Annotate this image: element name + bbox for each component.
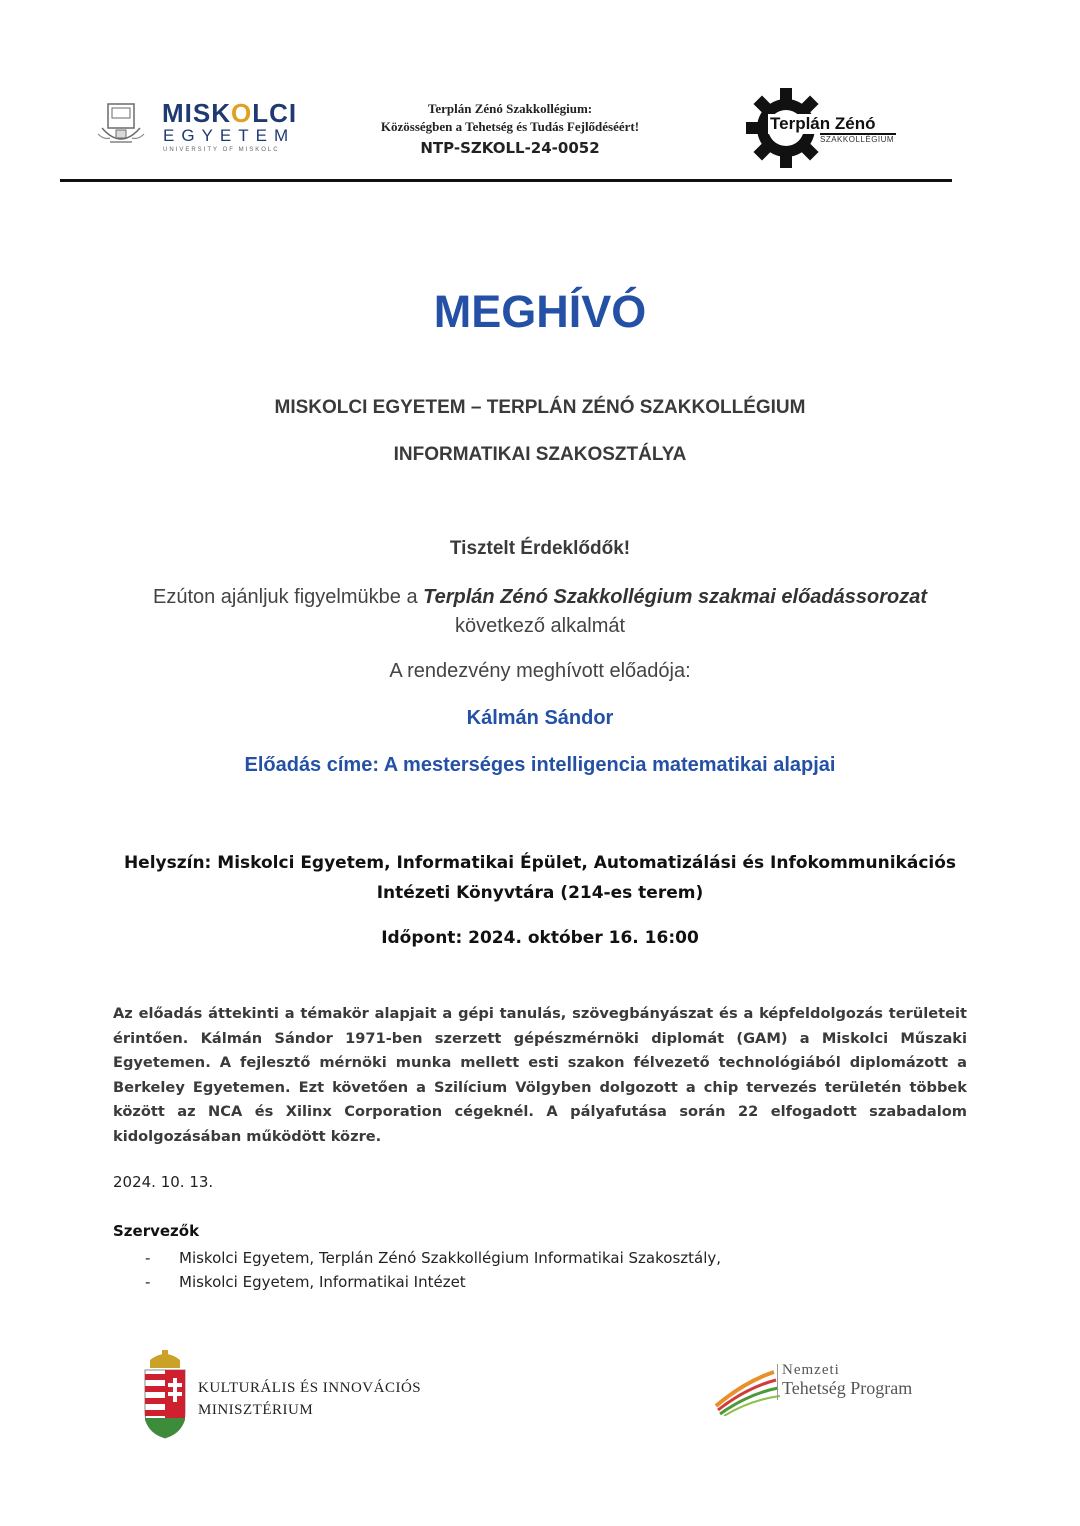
logo-tagline: UNIVERSITY OF MISKOLC (163, 147, 280, 153)
organizers-heading: Szervezők (113, 1222, 200, 1240)
invited-speaker-label: A rendezvény meghívott előadója: (389, 660, 691, 682)
list-item: - Miskolci Egyetem, Terplán Zénó Szakkollégium Informatikai Szakosztály, (145, 1246, 721, 1270)
venue: Helyszín: Miskolci Egyetem, Informatikai Épület, Automatizálási és Infokommunikációs Intézeti Könyvtára (214-es terem) (123, 853, 957, 903)
ministry-logo (140, 1350, 460, 1440)
ministry-name-line-1: KULTURÁLIS ÉS INNOVÁCIÓS (198, 1380, 422, 1396)
intro-paragraph (60, 583, 1020, 641)
swoosh-icon (714, 1360, 784, 1416)
header-project-code: NTP-SZKOLL-24-0052 (420, 139, 600, 157)
speaker-name: Kálmán Sándor (466, 707, 614, 729)
ntp-logo (714, 1360, 954, 1416)
ntp-name-line-2: Tehetség Program (782, 1378, 913, 1398)
header-motto: Közösségben a Tehetség és Tudás Fejlődéséért! (380, 119, 640, 134)
greeting: Tisztelt Érdeklődők! (449, 538, 631, 559)
logo-wordmark: Terplán Zénó (770, 114, 876, 133)
university-crest-icon (92, 98, 150, 156)
organizers-list (145, 1246, 721, 1294)
page-title: MEGHÍVÓ (433, 286, 647, 337)
header-college-name: Terplán Zénó Szakkollégium: (427, 101, 593, 116)
intro-suffix: következő alkalmát (454, 615, 626, 637)
terplan-zeno-logo (746, 88, 916, 168)
logo-subword: SZAKKOLLÉGIUM (820, 135, 895, 144)
ntp-name-line-1: Nemzeti (782, 1362, 840, 1378)
event-time: Időpont: 2024. október 16. 16:00 (381, 928, 699, 948)
logo-wordmark: MISKOLCI (162, 98, 298, 128)
talk-title: Előadás címe: A mesterséges intelligencia matematikai alapjai (244, 754, 836, 776)
header-project-info (330, 100, 690, 159)
organizer-line-1: MISKOLCI EGYETEM – TERPLÁN ZÉNÓ SZAKKOLLÉGIUM (274, 397, 806, 418)
intro-emphasis: Terplán Zénó Szakkollégium szakmai előadássorozat (423, 586, 928, 608)
logo-separator (777, 1364, 778, 1400)
hungarian-coat-of-arms-icon (140, 1350, 190, 1440)
organizer-line-2: INFORMATIKAI SZAKOSZTÁLYA (393, 444, 687, 465)
header-divider (60, 179, 952, 182)
miskolci-egyetem-logo (92, 96, 302, 158)
speaker-bio: Az előadás áttekinti a témakör alapjait a gépi tanulás, szövegbányászat és a képfeldolgozás területeit érintően. Kálmán Sándor 1971-ben szerzett gépészmérnöki diplomát (GAM) a Miskolci Műszaki Egyetemen. A fejlesztő mérnöki munka mellett esti szakon félvezető technológiából diplomázott a Berkeley Egyetemen. Ezt követően a Szilícium Völgyben dolgozott a chip tervezés területén többek között az NCA és Xilinx Corporation cégeknél. A pályafutása során 22 elfogadott szabadalom kidolgozásában működött közre. (113, 1005, 967, 1145)
intro-prefix: Ezúton ajánljuk figyelmükbe a (152, 586, 424, 608)
document-date: 2024. 10. 13. (113, 1173, 214, 1191)
ministry-name-line-2: MINISZTÉRIUM (198, 1402, 314, 1418)
list-item: - Miskolci Egyetem, Informatikai Intézet (145, 1270, 721, 1294)
logo-subword: EGYETEM (163, 126, 296, 145)
